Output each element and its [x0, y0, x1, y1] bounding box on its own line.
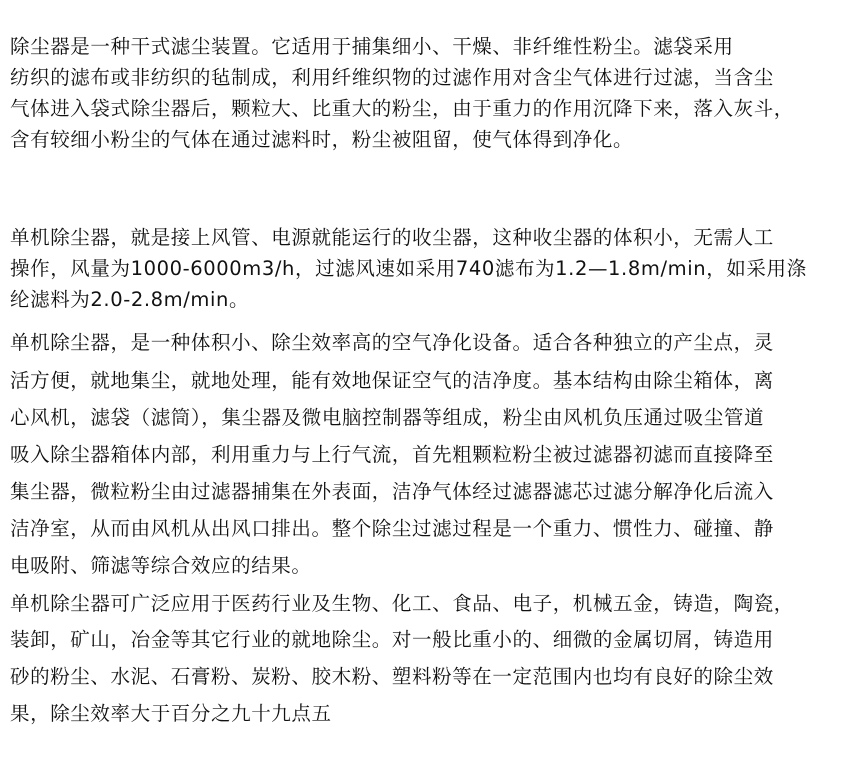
text-line: 单机除尘器可广泛应用于医药行业及生物、化工、食品、电子，机械五金，铸造，陶瓷， — [10, 592, 794, 615]
text-line: 电吸附、筛滤等综合效应的结果。 — [10, 554, 312, 577]
text-line: 气体进入袋式除尘器后，颗粒大、比重大的粉尘，由于重力的作用沉降下来，落入灰斗， — [10, 97, 794, 120]
text-line: 砂的粉尘、水泥、石膏粉、炭粉、胶木粉、塑料粉等在一定范围内也均有良好的除尘效 — [10, 665, 774, 688]
text-line: 纺织的滤布或非纺织的毡制成，利用纤维织物的过滤作用对含尘气体进行过滤，当含尘 — [10, 66, 774, 89]
text-line: 吸入除尘器箱体内部，利用重力与上行气流，首先粗颗粒粉尘被过滤器初滤而直接降至 — [10, 443, 774, 466]
text-line: 洁净室，从而由风机从出风口排出。整个除尘过滤过程是一个重力、惯性力、碰撞、静 — [10, 517, 774, 540]
text-line: 含有较细小粉尘的气体在通过滤料时，粉尘被阻留，使气体得到净化。 — [10, 128, 634, 151]
text-line: 装卸，矿山，冶金等其它行业的就地除尘。对一般比重小的、细微的金属切屑，铸造用 — [10, 628, 774, 651]
text-line: 心风机，滤袋（滤筒），集尘器及微电脑控制器等组成，粉尘由风机负压通过吸尘管道 — [10, 406, 765, 429]
text-line: 单机除尘器，就是接上风管、电源就能运行的收尘器，这种收尘器的体积小，无需人工 — [10, 226, 774, 249]
text-line: 果，除尘效率大于百分之九十九点五 — [10, 702, 332, 725]
text-line: 活方便，就地集尘，就地处理，能有效地保证空气的洁净度。基本结构由除尘箱体，离 — [10, 369, 774, 392]
text-line: 集尘器，微粒粉尘由过滤器捕集在外表面，洁净气体经过滤器滤芯过滤分解净化后流入 — [10, 480, 774, 503]
text-line: 纶滤料为2.0-2.8m/min。 — [10, 288, 250, 311]
text-line: 单机除尘器，是一种体积小、除尘效率高的空气净化设备。适合各种独立的产尘点，灵 — [10, 331, 774, 354]
text-line: 操作，风量为1000-6000m3/h，过滤风速如采用740滤布为1.2—1.8m/min，如采用涤 — [10, 257, 807, 280]
text-line: 除尘器是一种干式滤尘装置。它适用于捕集细小、干燥、非纤维性粉尘。滤袋采用 — [10, 35, 734, 58]
